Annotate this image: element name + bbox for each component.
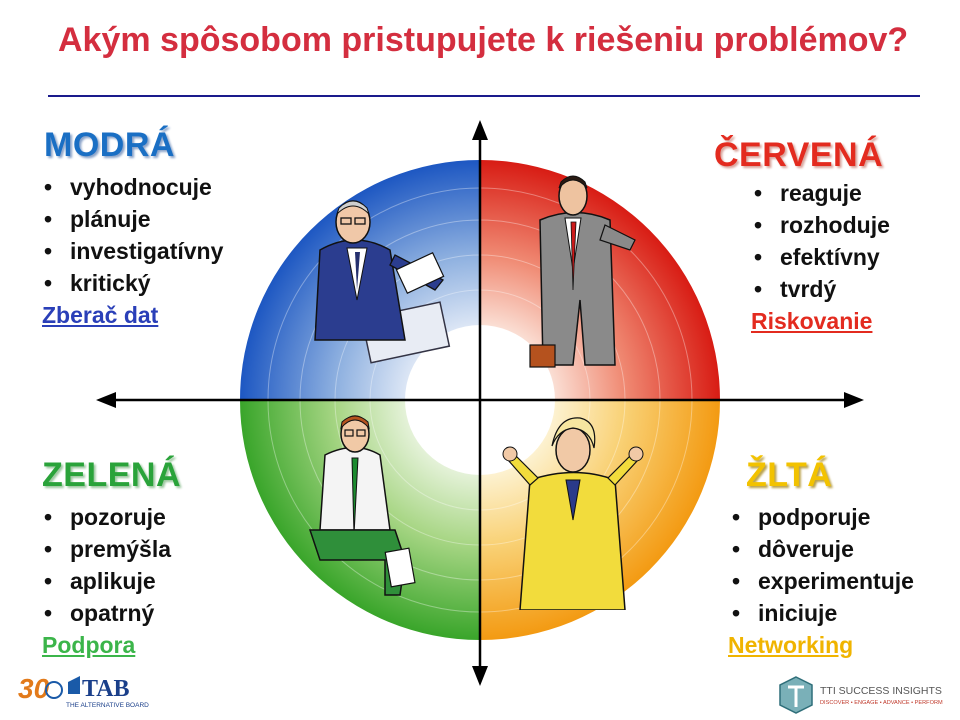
quadrant-green [42, 456, 181, 661]
quadrant-green-tag[interactable]: Podpora [42, 632, 136, 658]
tab-logo-subtitle: THE ALTERNATIVE BOARD [66, 702, 149, 709]
arrow-left-icon [96, 392, 116, 408]
list-item: • investigatívny [44, 235, 223, 267]
list-item: • kritický [44, 267, 223, 299]
list-item: • plánuje [44, 203, 223, 235]
list-item: • tvrdý [754, 273, 890, 305]
quadrant-green-title: ZELENÁ [42, 456, 181, 494]
quadrant-red [714, 136, 890, 337]
quadrant-blue-list [44, 171, 223, 299]
list-item: • pozoruje [44, 501, 181, 533]
quadrant-red-tag[interactable]: Riskovanie [751, 308, 873, 334]
tti-logo-tagline: DISCOVER • ENGAGE • ADVANCE • PERFORM [820, 700, 943, 706]
list-item: • efektívny [754, 241, 890, 273]
list-item: • aplikuje [44, 565, 181, 597]
businessman-figure-icon [525, 170, 645, 375]
quadrant-red-list [754, 177, 890, 305]
page-title: Akým spôsobom pristupujete k riešeniu problémov? [58, 21, 909, 59]
quadrant-red-title: ČERVENÁ [714, 136, 884, 174]
arrow-up-icon [472, 120, 488, 140]
arrow-down-icon [472, 666, 488, 686]
list-item: • reaguje [754, 177, 890, 209]
tti-logo-name: TTI SUCCESS INSIGHTS [820, 685, 942, 697]
list-item: • premýšla [44, 533, 181, 565]
quadrant-yellow-list [732, 501, 914, 629]
list-item: • opatrný [44, 597, 181, 629]
quadrant-yellow [728, 456, 914, 661]
list-item: • vyhodnocuje [44, 171, 223, 203]
quadrant-yellow-title: ŽLTÁ [746, 456, 833, 494]
quadrant-blue [44, 126, 223, 331]
quadrant-blue-title: MODRÁ [44, 126, 175, 164]
tti-logo [778, 675, 948, 715]
thinker-figure-icon [300, 410, 420, 610]
woman-figure-icon [500, 410, 650, 610]
quadrant-blue-tag[interactable]: Zberač dat [42, 302, 159, 328]
list-item: • rozhoduje [754, 209, 890, 241]
arrow-right-icon [844, 392, 864, 408]
list-item: • experimentuje [732, 565, 914, 597]
tab-logo-number: 30 [18, 673, 50, 704]
quadrant-green-list [44, 501, 181, 629]
tab-logo [18, 672, 158, 710]
list-item: • iniciuje [732, 597, 914, 629]
list-item: • dôveruje [732, 533, 914, 565]
quadrant-yellow-tag[interactable]: Networking [728, 632, 854, 658]
analyst-figure-icon [295, 190, 455, 370]
tab-logo-name: TAB [82, 676, 130, 702]
list-item: • podporuje [732, 501, 914, 533]
